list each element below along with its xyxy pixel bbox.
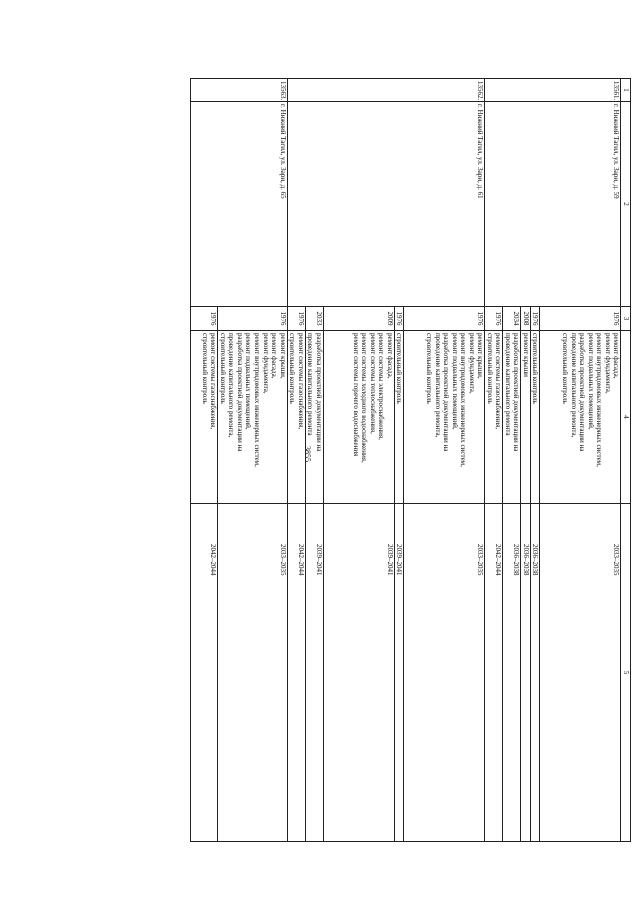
works	[521, 331, 531, 504]
year: 1976	[287, 307, 305, 331]
year: 2034	[503, 307, 521, 331]
work-item: разработка проектной документации на	[442, 333, 451, 452]
work-item: ремонт внутридомовых инженерных систем,	[595, 333, 604, 467]
year: 2008	[521, 307, 531, 331]
address: г. Нижний Тагил, ул. Зари, д. 61	[287, 102, 485, 307]
period: 2033–2035	[218, 504, 287, 842]
work-item: ремонт фасада,	[385, 333, 394, 379]
work-item: проведение капитального ремонта,	[227, 333, 236, 438]
work-item: ремонт системы газоснабжения,	[494, 333, 503, 430]
period: 2036–2038	[530, 504, 540, 842]
page-number: 3855	[303, 446, 312, 462]
work-item: ремонт подвальных помещений,	[450, 333, 459, 430]
col-header-4: 4	[621, 331, 631, 504]
work-item: ремонт фасада,	[270, 333, 279, 379]
works	[394, 331, 404, 504]
address: г. Нижний Тагил, ул. Зари, д. 65	[191, 102, 287, 307]
year: 1976	[394, 307, 404, 331]
period: 2042–2044	[191, 504, 218, 842]
work-item: строительный контроль	[200, 333, 209, 404]
col-header-1: 1	[621, 79, 631, 102]
work-item: ремонт фасада,	[612, 333, 621, 379]
work-item: проведение капитального ремонта	[503, 333, 512, 436]
col-header-2: 2	[621, 102, 631, 307]
year: 1976	[540, 307, 621, 331]
work-item: строительный контроль	[218, 333, 227, 404]
work-item: разработка проектной документации на	[578, 333, 587, 452]
year: 1976	[191, 307, 218, 331]
work-item: проведение капитального ремонта,	[433, 333, 442, 438]
period: 2042–2044	[287, 504, 305, 842]
works	[191, 331, 218, 504]
period: 2033–2035	[540, 504, 621, 842]
work-item: ремонт фундамента,	[603, 333, 612, 394]
works	[540, 331, 621, 504]
work-item: строительный контроль	[288, 333, 297, 404]
table-container	[86, 78, 631, 842]
work-item: проведение капитального ремонта	[306, 333, 315, 436]
work-item: разработка проектной документации на	[314, 333, 323, 452]
work-item: ремонт внутридомовых инженерных систем,	[459, 333, 468, 467]
work-item: проведение капитального ремонта,	[569, 333, 578, 438]
header-row	[621, 79, 631, 842]
work-item: строительный контроль	[561, 333, 570, 404]
work-item: ремонт крыши	[521, 333, 530, 377]
work-item: строительный контроль	[395, 333, 404, 404]
col-header-5: 5	[621, 504, 631, 842]
work-item: ремонт внутридомовых инженерных систем,	[253, 333, 262, 467]
work-item: ремонт фундамента,	[467, 333, 476, 394]
work-item: ремонт системы теплоснабжения,	[368, 333, 377, 434]
period: 2039–2041	[394, 504, 404, 842]
work-item: строительный контроль	[531, 333, 540, 404]
work-item: ремонт крыши,	[278, 333, 287, 379]
table-row	[404, 79, 485, 842]
works	[503, 331, 521, 504]
address: г. Нижний Тагил, ул. Зари, д. 59	[485, 102, 621, 307]
period: 2042–2044	[485, 504, 503, 842]
record-number: 13562.	[287, 79, 485, 102]
works	[404, 331, 485, 504]
works	[287, 331, 305, 504]
year: 1976	[485, 307, 503, 331]
work-item: ремонт системы газоснабжения,	[296, 333, 305, 430]
year: 1976	[218, 307, 287, 331]
work-item: строительный контроль	[485, 333, 494, 404]
period: 2033–2035	[404, 504, 485, 842]
work-item: разработка проектной документации на	[512, 333, 521, 452]
work-item: ремонт системы газоснабжения,	[209, 333, 218, 430]
year: 1976	[530, 307, 540, 331]
works	[530, 331, 540, 504]
works	[485, 331, 503, 504]
col-header-3: 3	[621, 307, 631, 331]
period: 2039–2041	[305, 504, 323, 842]
work-item: ремонт системы горячего водоснабжения	[351, 333, 360, 457]
work-item: ремонт крыши,	[476, 333, 485, 379]
period: 2036–2038	[503, 504, 521, 842]
table-row	[540, 79, 621, 842]
record-number: 13563.	[191, 79, 287, 102]
period: 2039–2041	[323, 504, 394, 842]
work-item: ремонт подвальных помещений,	[586, 333, 595, 430]
year: 2009	[323, 307, 394, 331]
table-row	[218, 79, 287, 842]
work-item: разработка проектной документации на	[235, 333, 244, 452]
work-item: ремонт системы холодного водоснабжения,	[360, 333, 369, 463]
year: 2033	[305, 307, 323, 331]
year: 1976	[404, 307, 485, 331]
repair-schedule-table	[190, 78, 631, 842]
works	[218, 331, 287, 504]
work-item: ремонт системы электроснабжения,	[377, 333, 386, 440]
work-item: ремонт фундамента,	[261, 333, 270, 394]
record-number: 13561.	[485, 79, 621, 102]
works	[305, 331, 323, 504]
period: 2036–2038	[521, 504, 531, 842]
work-item: строительный контроль	[425, 333, 434, 404]
works	[323, 331, 394, 504]
work-item: ремонт подвальных помещений,	[244, 333, 253, 430]
